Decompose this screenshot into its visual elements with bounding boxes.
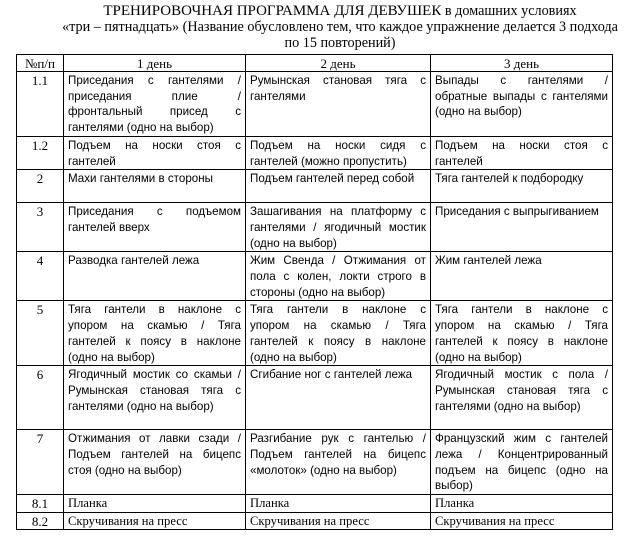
table-header-row <box>17 55 613 72</box>
table-row <box>17 203 613 252</box>
day3-exercise: Тяга гантели в наклоне с упором на скамью / Тяга гантелей к поясу в наклоне (одно на выбор) <box>431 301 613 366</box>
row-number: 2 <box>17 170 64 203</box>
day3-exercise: Ягодичный мостик с пола / Румынская становая тяга с гантелями (одно на выбор) <box>431 366 613 430</box>
day3-exercise: Подъем на носки стоя с гантелей <box>431 136 613 169</box>
column-header-number: №п/п <box>17 55 64 72</box>
day3-exercise: Жим гантелей лежа <box>431 252 613 301</box>
table-row <box>17 512 613 530</box>
day3-exercise: Приседания с выпрыгиванием <box>431 203 613 252</box>
day2-exercise: Жим Свенда / Отжимания от пола с колен, локти строго в стороны (одно на выбор) <box>246 252 431 301</box>
table-row <box>17 301 613 366</box>
day1-exercise: Разводка гантелей лежа <box>64 252 246 301</box>
day1-exercise: Приседания с гантелями / приседания плие / фронтальный присед с гантелями (одно на выбор) <box>64 72 246 137</box>
day2-exercise: Планка <box>246 495 431 513</box>
day2-exercise: Сгибание ног с гантелей лежа <box>246 366 431 430</box>
day1-exercise: Отжимания от лавки сзади / Подъем гантелей на бицепс стоя (одно на выбор) <box>64 430 246 495</box>
title-subtitle: «три – пятнадцать» (Название обусловлено тем, что каждое упражнение делается 3 подхода по 15 повторений) <box>62 19 618 51</box>
row-number: 5 <box>17 301 64 366</box>
day2-exercise: Подъем на носки сидя с гантелей (можно пропустить) <box>246 136 431 169</box>
row-number: 6 <box>17 366 64 430</box>
day1-exercise: Ягодичный мостик со скамьи / Румынская становая тяга с гантелями (одно на выбор) <box>64 366 246 430</box>
day2-exercise: Скручивания на пресс <box>246 512 431 530</box>
table-row <box>17 72 613 137</box>
day2-exercise: Зашагивания на платформу с гантелями / ягодичный мостик (одно на выбор) <box>246 203 431 252</box>
day1-exercise: Махи гантелями в стороны <box>64 170 246 203</box>
training-program-table <box>16 54 613 530</box>
row-number: 8.1 <box>17 495 64 513</box>
table-row <box>17 366 613 430</box>
table-row <box>17 252 613 301</box>
table-row <box>17 430 613 495</box>
day2-exercise: Подъем гантелей перед собой <box>246 170 431 203</box>
column-header-day3: 3 день <box>431 55 613 72</box>
row-number: 1.2 <box>17 136 64 169</box>
day1-exercise: Планка <box>64 495 246 513</box>
column-header-day1: 1 день <box>64 55 246 72</box>
table-row <box>17 136 613 169</box>
day2-exercise: Тяга гантели в наклоне с упором на скамью / Тяга гантелей к поясу в наклоне (одно на выбор) <box>246 301 431 366</box>
title-caps: ТРЕНИРОВОЧНАЯ ПРОГРАММА ДЛЯ ДЕВУШЕК <box>103 3 442 19</box>
row-number: 1.1 <box>17 72 64 137</box>
day3-exercise: Выпады с гантелями / обратные выпады с гантелями (одно на выбор) <box>431 72 613 137</box>
day1-exercise: Скручивания на пресс <box>64 512 246 530</box>
day3-exercise: Планка <box>431 495 613 513</box>
column-header-day2: 2 день <box>246 55 431 72</box>
table-row <box>17 170 613 203</box>
table-row <box>17 495 613 513</box>
row-number: 4 <box>17 252 64 301</box>
day1-exercise: Приседания с подъемом гантелей вверх <box>64 203 246 252</box>
day2-exercise: Румынская становая тяга с гантелями <box>246 72 431 137</box>
page-title <box>60 3 620 51</box>
day1-exercise: Подъем на носки стоя с гантелей <box>64 136 246 169</box>
day3-exercise: Тяга гантелей к подбородку <box>431 170 613 203</box>
title-rest: в домашних условиях <box>441 3 577 19</box>
day2-exercise: Разгибание рук с гантелью / Подъем гантелей на бицепс «молоток» (одно на выбор) <box>246 430 431 495</box>
day3-exercise: Скручивания на пресс <box>431 512 613 530</box>
row-number: 8.2 <box>17 512 64 530</box>
row-number: 7 <box>17 430 64 495</box>
day3-exercise: Французский жим с гантелей лежа / Концентрированный подъем на бицепс (одно на выбор) <box>431 430 613 495</box>
row-number: 3 <box>17 203 64 252</box>
day1-exercise: Тяга гантели в наклоне с упором на скамью / Тяга гантелей к поясу в наклоне (одно на выбор) <box>64 301 246 366</box>
